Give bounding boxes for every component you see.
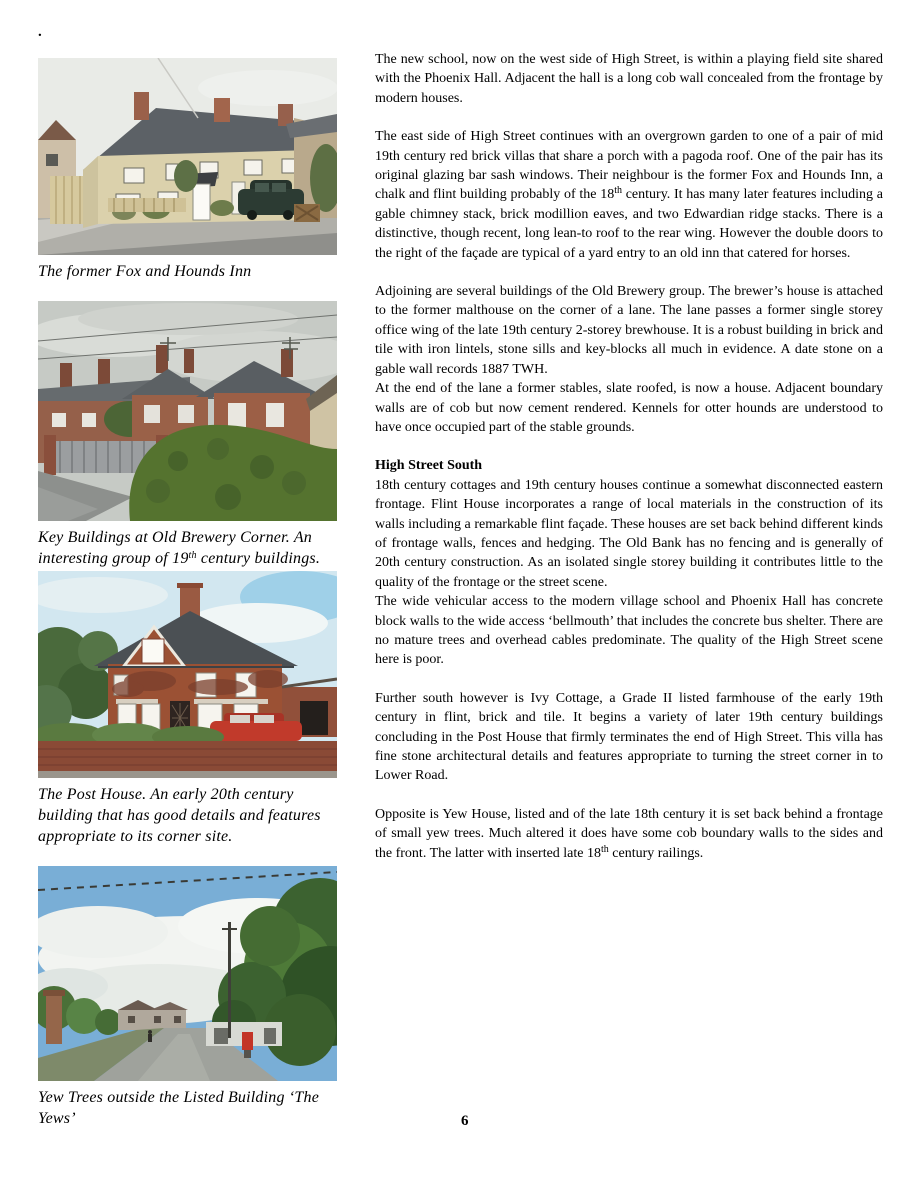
ordinal-superscript: th [614, 185, 622, 197]
paragraph-ivy-cottage: Further south however is Ivy Cottage, a Grade II listed farmhouse of the early 19th century in flint, brick and tile. It begins a variety of later 19th century buildings concluding in the Post House that firmly terminates the end of High Street. This villa has fine stone architectural details and features appropriate to turning the street corner in to Lower Road. [375, 690, 883, 784]
paragraph-text: century. It has many later features including a gable chimney stack, brick modillion eaves, and two Edwardian ridge stacks. There is a distinctive, though recent, long lean-to roof to the rear wing. However the double doors to the right of the façade are typical of a yard entry to an old inn that catered for horses. [375, 187, 883, 261]
caption-fox-and-hounds: The former Fox and Hounds Inn [38, 263, 252, 280]
caption-post-house: The Post House. An early 20th century building that has good details and features appropriate to its corner site. [38, 786, 321, 845]
photo-post-house [38, 571, 337, 778]
caption-old-brewery-corner [38, 527, 337, 569]
photo-column [38, 58, 337, 1129]
body-text-column [375, 50, 883, 863]
photo-fox-and-hounds-inn [38, 58, 337, 255]
paragraph-new-school: The new school, now on the west side of High Street, is within a playing field site shared with the Phoenix Hall. Adjacent the hall is a long cob wall concealed from the frontage by modern houses. [375, 52, 883, 106]
paragraph-text: The east side of High Street continues with an overgrown garden to one of a pair of mid 19th century red brick villas that share a porch with a pagoda roof. One of the pair has its original glazing bar sash windows. Their neighbour is the former Fox and Hounds Inn, a chalk and flint building probably of the 18 [375, 129, 883, 203]
paragraph-text: century railings. [608, 845, 704, 861]
paragraph-vehicular-access: The wide vehicular access to the modern village school and Phoenix Hall has concrete block walls to the wide access ‘bellmouth’ that includes the concrete bus shelter. There are no mature trees and overhead cables predominate. The quality of the High Street scene here is poor. [375, 594, 883, 668]
figure-post-house [38, 571, 337, 847]
paragraph-yew-house [375, 805, 883, 863]
caption-text: Key Buildings at Old Brewery Corner. An interesting group of 19 [38, 529, 313, 567]
page-number: 6 [461, 1113, 469, 1129]
figure-yew-trees [38, 866, 337, 1129]
caption-superscript: th [188, 550, 197, 561]
figure-old-brewery-corner [38, 301, 337, 569]
ordinal-superscript: th [601, 843, 609, 855]
heading-high-street-south: High Street South [375, 458, 483, 474]
photo-old-brewery-corner [38, 301, 337, 521]
photo-yew-trees-street [38, 866, 337, 1081]
paragraph-east-side [375, 127, 883, 263]
stray-period-mark: . [38, 24, 42, 40]
paragraph-stables: At the end of the lane a former stables, slate roofed, is now a house. Adjacent boundary walls are of cob but now cement rendered. Kennels for otter hounds are understood to have once occupied part of the stable grounds. [375, 381, 883, 435]
figure-fox-and-hounds [38, 58, 337, 282]
paragraph-old-brewery: Adjoining are several buildings of the Old Brewery group. The brewer’s house is attached to the former malthouse on the corner of a lane. The lane passes a former single storey office wing of the late 19th century 2-storey brewhouse. It is a robust building in brick and tile with iron lintels, stone sills and key-blocks all much in evidence. A date stone on a gable wall records 1887 TWH. [375, 284, 883, 377]
distant-pedestrian [148, 1030, 152, 1042]
paragraph-text: Opposite is Yew House, listed and of the late 18th century it is set back behind a frontage of small yew trees. Much altered it does have some cob boundary walls to the sides and the front. The latter with inserted late 18 [375, 806, 883, 861]
caption-text: century buildings. [196, 550, 321, 567]
paragraph-cottages: 18th century cottages and 19th century houses continue a somewhat disconnected eastern frontage. Flint House incorporates a range of local materials in the construction of its walls including a remarkable flint façade. These houses are set back behind different kinds of frontage walls, fences and hedging. The Old Bank has no fencing and is generally of 20th century construction. As an isolated single storey building it contributes little to the quality of the frontage or the street scene. [375, 477, 883, 590]
caption-yew-trees: Yew Trees outside the Listed Building ‘The Yews’ [38, 1089, 320, 1127]
